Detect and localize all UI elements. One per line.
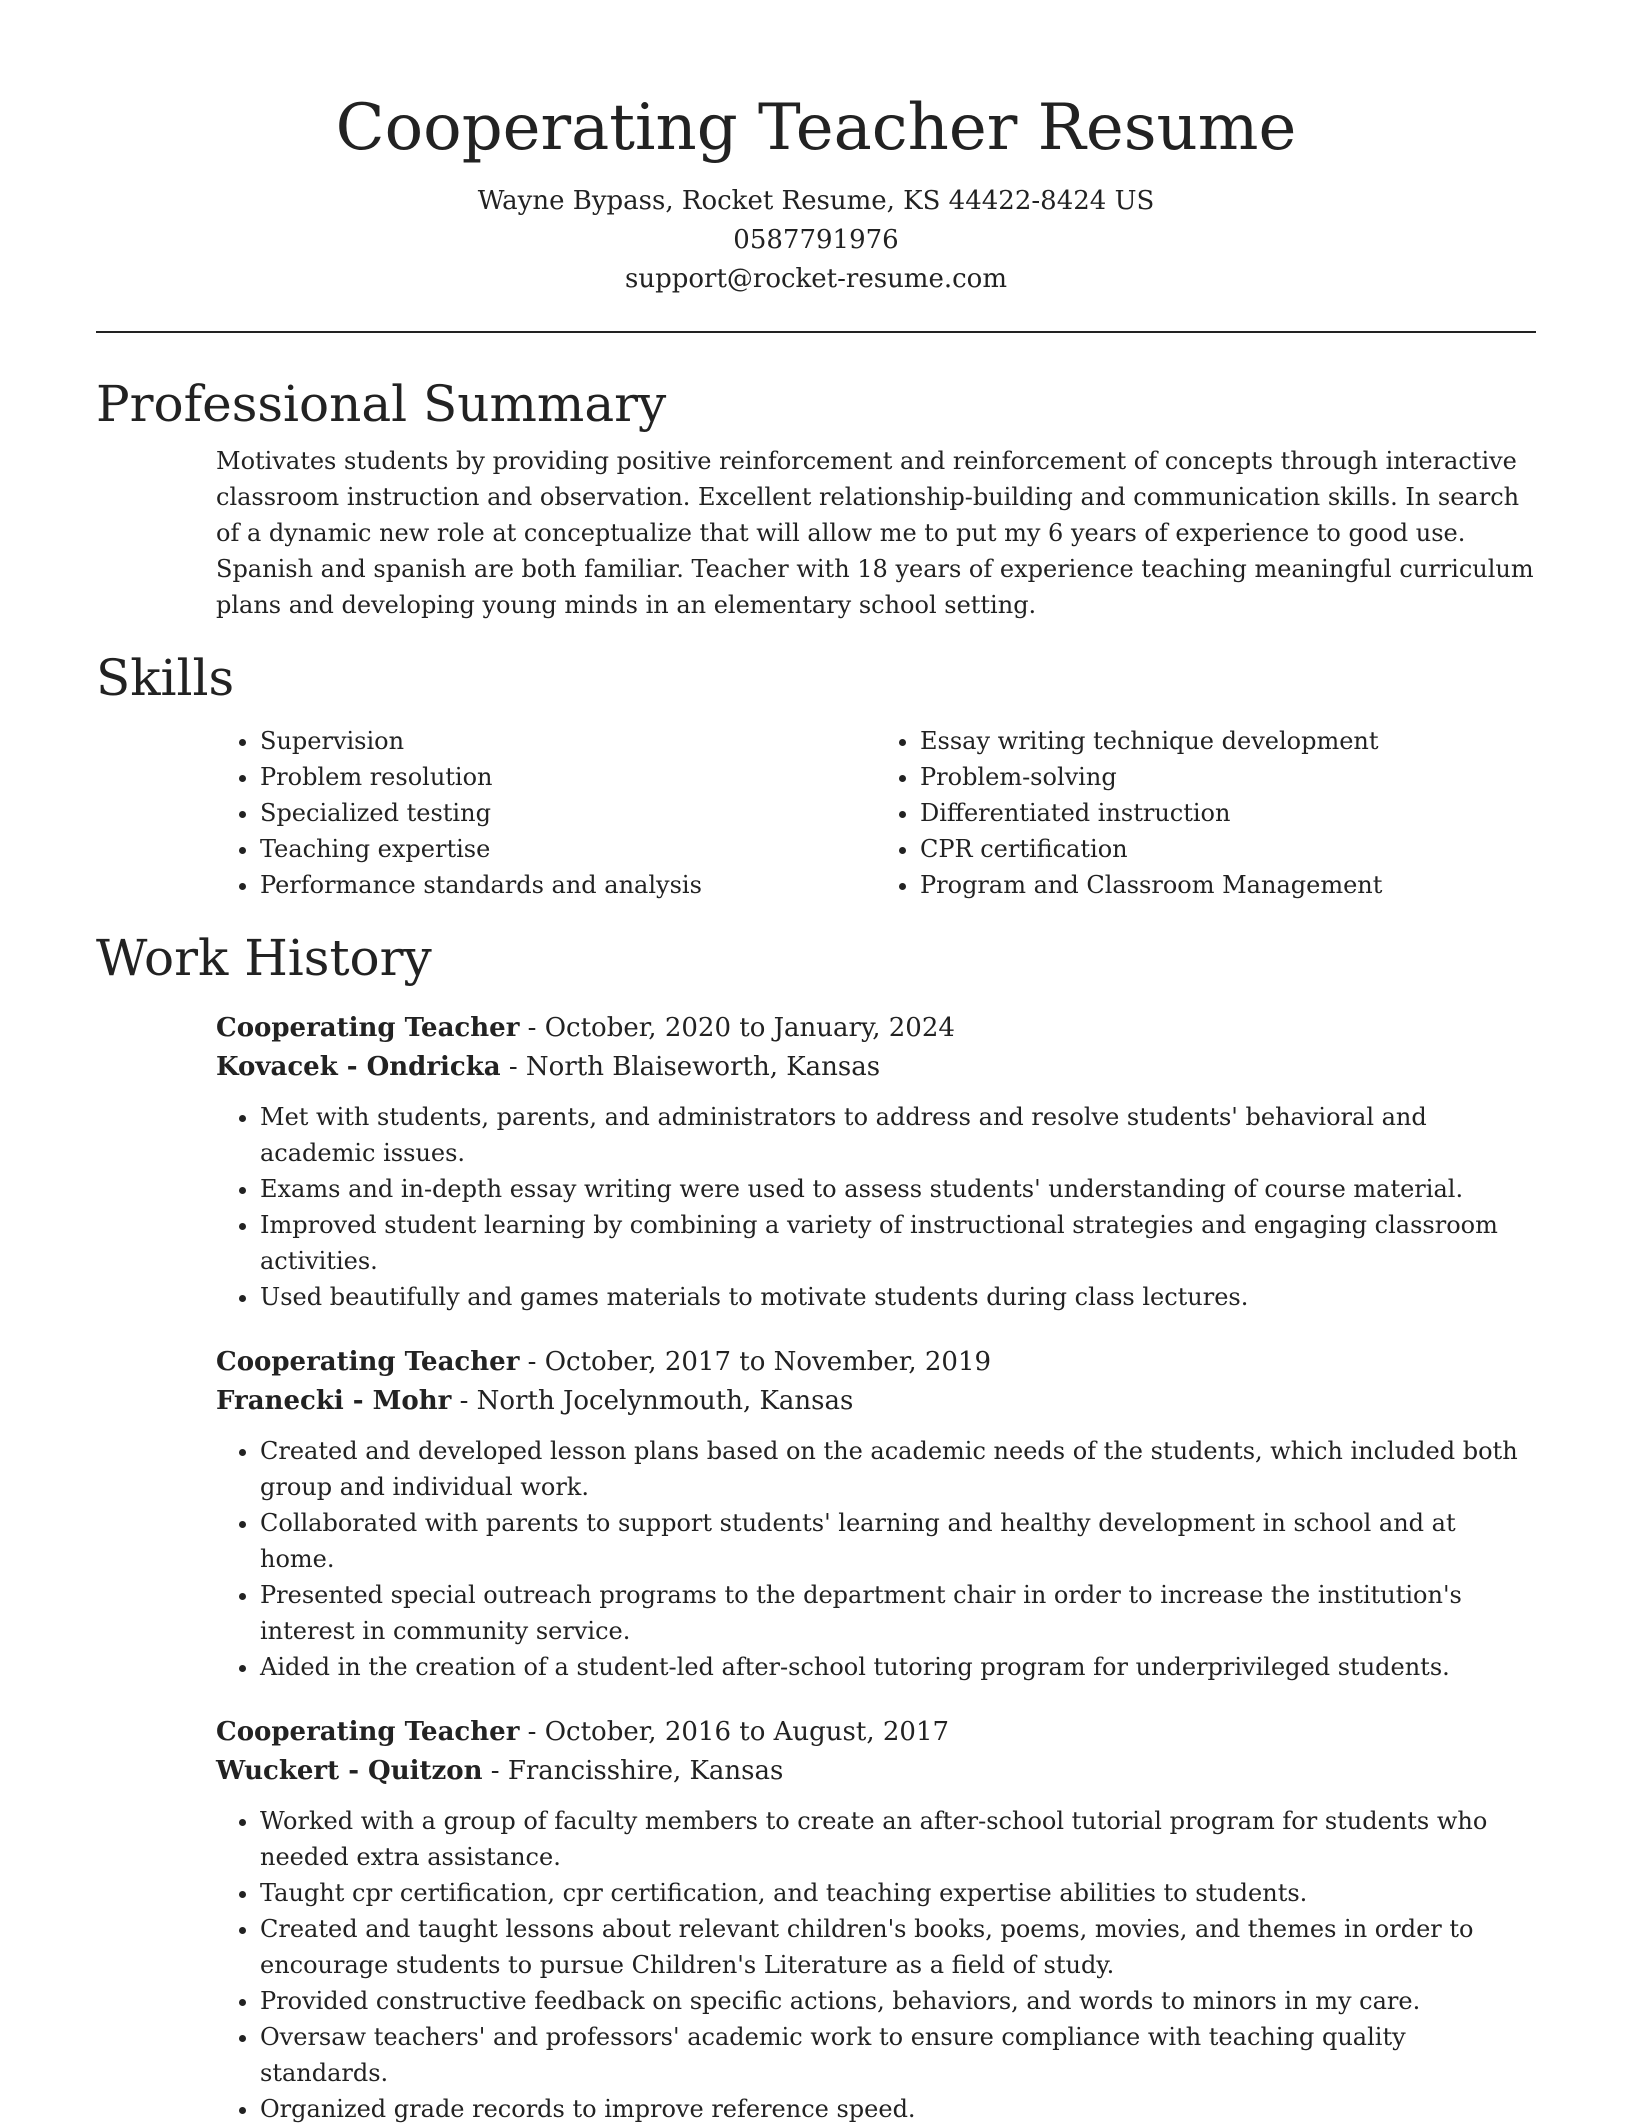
- job-bullets: [216, 1433, 1536, 1685]
- work-history-heading: Work History: [96, 929, 432, 987]
- skill-item: • Teaching expertise: [260, 831, 876, 867]
- job-title: Cooperating Teacher: [216, 1717, 520, 1747]
- job-dates: - October, 2020 to January, 2024: [519, 1013, 955, 1043]
- skills-column-right: [876, 723, 1536, 903]
- skill-item: • Differentiated instruction: [920, 795, 1536, 831]
- professional-summary-section: [96, 371, 1536, 623]
- job-bullet: • Provided constructive feedback on specific actions, behaviors, and words to minors in my care.: [260, 1983, 1536, 2019]
- job-company-line: [216, 1752, 1536, 1791]
- skills-column-left: [216, 723, 876, 903]
- job-title-line: [216, 1343, 1536, 1382]
- work-history-section: [96, 925, 1536, 2127]
- header-divider: [96, 331, 1536, 333]
- job-title: Cooperating Teacher: [216, 1013, 520, 1043]
- job-bullet: • Created and developed lesson plans based on the academic needs of the students, which included both group and individual work.: [260, 1433, 1536, 1505]
- job-bullets: [216, 1099, 1536, 1315]
- job-company-line: [216, 1382, 1536, 1421]
- address: Wayne Bypass, Rocket Resume, KS 44422-8424 US: [477, 186, 1155, 216]
- skill-item: • Specialized testing: [260, 795, 876, 831]
- job-dates: - October, 2017 to November, 2019: [519, 1347, 992, 1377]
- job-bullet: • Met with students, parents, and administrators to address and resolve students' behavioral and academic issues.: [260, 1099, 1536, 1171]
- skills-section: [96, 645, 1536, 903]
- email: support@rocket-resume.com: [624, 264, 1007, 294]
- job-title: Cooperating Teacher: [216, 1347, 520, 1377]
- job-entry: [216, 1009, 1536, 1315]
- skill-item: • Program and Classroom Management: [920, 867, 1536, 903]
- job-bullet: • Organized grade records to improve reference speed.: [260, 2091, 1536, 2127]
- job-company-line: [216, 1048, 1536, 1087]
- job-bullet: • Oversaw teachers' and professors' academic work to ensure compliance with teaching quality standards.: [260, 2019, 1536, 2091]
- resume-title: Cooperating Teacher Resume: [335, 91, 1297, 165]
- job-location: - North Blaiseworth, Kansas: [500, 1052, 881, 1082]
- job-entry: [216, 1343, 1536, 1685]
- skill-item: • CPR certification: [920, 831, 1536, 867]
- job-bullet: • Collaborated with parents to support students' learning and healthy development in school and at home.: [260, 1505, 1536, 1577]
- job-company: Kovacek - Ondricka: [216, 1052, 501, 1082]
- resume-header: [96, 0, 1536, 299]
- skills-heading: Skills: [96, 649, 235, 707]
- job-entry: [216, 1713, 1536, 2127]
- skills-grid: [216, 723, 1536, 903]
- job-bullet: • Taught cpr certification, cpr certification, and teaching expertise abilities to students.: [260, 1875, 1536, 1911]
- skill-item: • Supervision: [260, 723, 876, 759]
- professional-summary-text: Motivates students by providing positive reinforcement and reinforcement of concepts through interactive classroom instruction and observation. Excellent relationship-building and communication skills. In search of a dynamic new role at conceptualize that will allow me to put my 6 years of experience to good use. Spanish and spanish are both familiar. Teacher with 18 years of experience teaching meaningful curriculum plans and developing young minds in an elementary school setting.: [216, 447, 1534, 619]
- professional-summary-heading: Professional Summary: [96, 375, 667, 433]
- job-bullets: [216, 1803, 1536, 2127]
- job-bullet: • Worked with a group of faculty members to create an after-school tutorial program for students who needed extra assistance.: [260, 1803, 1536, 1875]
- job-dates: - October, 2016 to August, 2017: [519, 1717, 950, 1747]
- job-location: - North Jocelynmouth, Kansas: [451, 1386, 854, 1416]
- job-location: - Francisshire, Kansas: [482, 1756, 784, 1786]
- skill-item: • Essay writing technique development: [920, 723, 1536, 759]
- job-bullet: • Improved student learning by combining a variety of instructional strategies and engaging classroom activities.: [260, 1207, 1536, 1279]
- job-title-line: [216, 1713, 1536, 1752]
- job-title-line: [216, 1009, 1536, 1048]
- job-company: Wuckert - Quitzon: [216, 1756, 483, 1786]
- job-bullet: • Exams and in-depth essay writing were used to assess students' understanding of course material.: [260, 1171, 1536, 1207]
- job-bullet: • Aided in the creation of a student-led after-school tutoring program for underprivileged students.: [260, 1649, 1536, 1685]
- contact-block: [96, 182, 1536, 299]
- job-company: Franecki - Mohr: [216, 1386, 452, 1416]
- phone: 0587791976: [733, 225, 899, 255]
- skill-item: • Performance standards and analysis: [260, 867, 876, 903]
- job-bullet: • Created and taught lessons about relevant children's books, poems, movies, and themes in order to encourage students to pursue Children's Literature as a field of study.: [260, 1911, 1536, 1983]
- skill-item: • Problem-solving: [920, 759, 1536, 795]
- skill-item: • Problem resolution: [260, 759, 876, 795]
- job-bullet: • Presented special outreach programs to the department chair in order to increase the institution's interest in community service.: [260, 1577, 1536, 1649]
- job-bullet: • Used beautifully and games materials to motivate students during class lectures.: [260, 1279, 1536, 1315]
